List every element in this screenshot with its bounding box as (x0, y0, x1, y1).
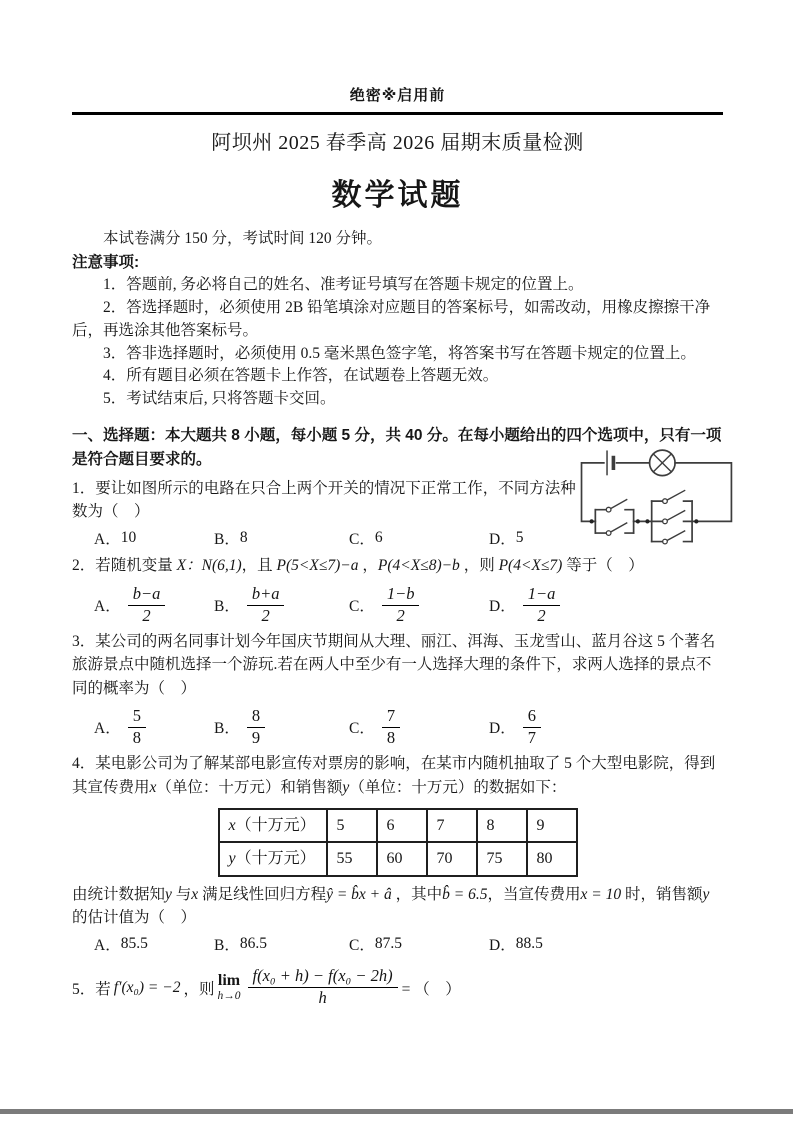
circuit-diagram (577, 448, 737, 549)
fraction: $\frac{b+a}{2}$ (247, 585, 285, 625)
option-label: C． (349, 531, 375, 549)
table-cell: 5 (327, 809, 377, 843)
junction-dot (694, 519, 698, 523)
text-run: 等于（ ） (562, 557, 644, 575)
switch-icon (667, 531, 684, 540)
option-a (94, 933, 214, 955)
text-run: ，且 (241, 557, 277, 575)
option-b (214, 707, 349, 747)
junction-dot (589, 519, 593, 523)
math-run: ŷ = b̂x + â (326, 885, 392, 903)
question-1-text: 1．要让如图所示的电路在只合上两个开关的情况下正常工作，不同方法种数为（ ） (72, 479, 576, 521)
option-label: C． (349, 597, 375, 615)
option-b (214, 585, 349, 625)
fraction: $\frac{5}{8}$ (128, 707, 146, 747)
lim-symbol: lim (217, 971, 241, 989)
option-value: 10 (120, 529, 137, 547)
math-run: P(4<X≤7) (498, 557, 563, 575)
question-5 (72, 967, 723, 1007)
option-b (214, 527, 349, 549)
table-row-y (219, 842, 577, 876)
text-run: （单位：十万元）和销售额 (156, 778, 343, 796)
text-run: ，则 (183, 980, 215, 998)
text-run: ， (358, 557, 378, 575)
option-label: D． (489, 937, 516, 955)
text-run: 满足线性回归方程 (198, 885, 327, 903)
option-label: B． (214, 937, 240, 955)
table-cell: 7 (427, 809, 477, 843)
switch-icon (611, 499, 627, 508)
question-5-text: 5．若 (72, 980, 111, 998)
option-d (489, 527, 523, 549)
option-label: C． (349, 937, 375, 955)
math-run: x (228, 816, 236, 834)
option-value: 5 (515, 529, 524, 547)
option-d (489, 707, 541, 747)
math-run: x = 10 (580, 885, 622, 903)
fraction: $\frac{7}{8}$ (382, 707, 400, 747)
text-run: 2．若随机变量 (72, 557, 177, 575)
option-c (349, 707, 489, 747)
math-run: y (165, 885, 172, 903)
option-label: D． (489, 531, 516, 549)
question-2-options (72, 585, 723, 625)
math-run: x (149, 778, 157, 796)
note-item-1: 1．答题前, 务必将自己的姓名、准考证号填写在答题卡规定的位置上。 (103, 276, 584, 294)
switch-icon (667, 511, 684, 520)
option-label: B． (214, 597, 240, 615)
option-a (94, 707, 214, 747)
text-run: 与 (171, 885, 192, 903)
table-cell: 75 (477, 842, 527, 876)
fraction: $\frac{8}{9}$ (247, 707, 265, 747)
option-value: 86.5 (239, 935, 267, 953)
text-run: （十万元） (235, 816, 316, 834)
exam-title: 阿坝州 2025 春季高 2026 届期末质量检测 (211, 132, 584, 154)
switch-icon (611, 523, 627, 532)
text-run: ，则 (459, 557, 499, 575)
table-cell: 70 (427, 842, 477, 876)
question-4-options (72, 933, 723, 955)
switch-icon (667, 490, 684, 499)
note-item-2: 2．答选择题时，必须使用 2B 铅笔填涂对应题目的答案标号，如需改动，用橡皮擦擦干净后，再选涂其他答案标号。 (72, 298, 711, 339)
option-c (349, 585, 489, 625)
switch-icon (606, 507, 611, 512)
option-label: A． (94, 597, 121, 615)
option-d (489, 933, 543, 955)
fraction: $\frac{\text{f(x₀ + h) − f(x₀ − 2h)}}{h}$ (248, 967, 398, 1007)
switch-icon (663, 499, 668, 504)
junction-dot (645, 519, 649, 523)
fraction: $\frac{1-b}{2}$ (382, 585, 420, 625)
table-cell (219, 842, 327, 876)
text-run: 的估计值为（ ） (72, 909, 197, 927)
section-choice-questions (72, 424, 723, 1008)
section-title: 一、选择题：本大题共 8 小题，每小题 5 分，共 40 分。在每小题给出的四个选项中，只有一项是符合题目要求的。 (72, 426, 722, 468)
paper-title: 数学试题 (331, 179, 464, 212)
lamp-icon (653, 454, 671, 472)
option-label: A． (94, 531, 121, 549)
page-bottom-bar (0, 1109, 793, 1114)
math-run: y (228, 850, 236, 868)
math-run: X：N(6,1) (176, 557, 242, 575)
option-c (349, 527, 489, 549)
text-run: （单位：十万元）的数据如下： (349, 778, 567, 796)
math-run: P(5<X≤7)−a (276, 557, 359, 575)
option-value: 88.5 (515, 935, 543, 953)
math-run: y (702, 885, 710, 903)
option-b (214, 933, 349, 955)
option-label: C． (349, 720, 375, 738)
question-3-text: 3．某公司的两名同事计划今年国庆节期间从大理、丽江、洱海、玉龙雪山、蓝月谷这 5 个著名旅游景点中随机选择一个游玩.若在两人中至少有一人选择大理的条件下，求两人选择的景点不同的概率为（ ） (72, 633, 716, 697)
header-divider (72, 112, 723, 115)
fraction: $\frac{1-a}{2}$ (523, 585, 561, 625)
math-run: f′(x₀) = −2 (113, 978, 181, 996)
option-a (94, 527, 214, 549)
lim-subscript: h→0 (217, 989, 241, 1002)
text-run: ，当宣传费用 (487, 885, 581, 903)
option-label: D． (489, 597, 516, 615)
option-a (94, 585, 214, 625)
question-4-followup-text (72, 883, 723, 930)
table-cell: 60 (377, 842, 427, 876)
option-value: 6 (374, 529, 383, 547)
table-cell: 9 (527, 809, 577, 843)
question-3-options (72, 707, 723, 747)
junction-dot (636, 519, 640, 523)
table-cell: 6 (377, 809, 427, 843)
option-c (349, 933, 489, 955)
switch-icon (663, 539, 668, 544)
option-label: A． (94, 937, 121, 955)
text-run: 由统计数据知 (72, 885, 166, 903)
limit-operator (218, 973, 241, 1003)
note-item-3: 3．答非选择题时，必须使用 0.5 毫米黑色签字笔，将答案书写在答题卡规定的位置上。 (103, 344, 696, 362)
fraction: $\frac{6}{7}$ (523, 707, 541, 747)
switch-icon (663, 519, 668, 524)
math-run: y (342, 778, 350, 796)
table-cell: 8 (477, 809, 527, 843)
math-run: P(4<X≤8)−b (377, 557, 460, 575)
note-item-5: 5．考试结束后, 只将答题卡交回。 (103, 390, 336, 408)
table-cell: 55 (327, 842, 377, 876)
option-d (489, 585, 560, 625)
note-item-4: 4．所有题目必须在答题卡上作答，在试题卷上答题无效。 (103, 367, 499, 385)
text-run: ，其中 (391, 885, 443, 903)
notes-title: 注意事项: (72, 253, 140, 271)
math-run: b̂ = 6.5 (442, 885, 488, 903)
wire (582, 463, 732, 521)
table-row-x (219, 809, 577, 843)
text-run: 时，销售额 (621, 885, 703, 903)
table-cell (219, 809, 327, 843)
fraction: $\frac{b-a}{2}$ (128, 585, 166, 625)
option-value: 85.5 (120, 935, 148, 953)
exam-intro: 本试卷满分 150 分，考试时间 120 分钟。 (103, 230, 383, 247)
option-value: 87.5 (374, 935, 402, 953)
text-run: 4．某电影公司为了解某部电影宣传对票房的影响，在某市内随机抽取了 5 个大型电影院，得到其宣传费用 (72, 755, 716, 796)
question-4-text (72, 752, 723, 799)
math-run: x (191, 885, 199, 903)
option-value: 8 (239, 529, 248, 547)
secrecy-header: 绝密※启用前 (349, 87, 446, 104)
data-table (218, 808, 578, 877)
option-label: A． (94, 720, 121, 738)
question-2-text (72, 554, 723, 577)
switch-icon (606, 531, 611, 536)
option-label: D． (489, 720, 516, 738)
option-label: B． (214, 720, 240, 738)
option-label: B． (214, 531, 240, 549)
text-run: = （ ） (401, 980, 461, 998)
text-run: （十万元） (235, 850, 316, 868)
table-cell: 80 (527, 842, 577, 876)
